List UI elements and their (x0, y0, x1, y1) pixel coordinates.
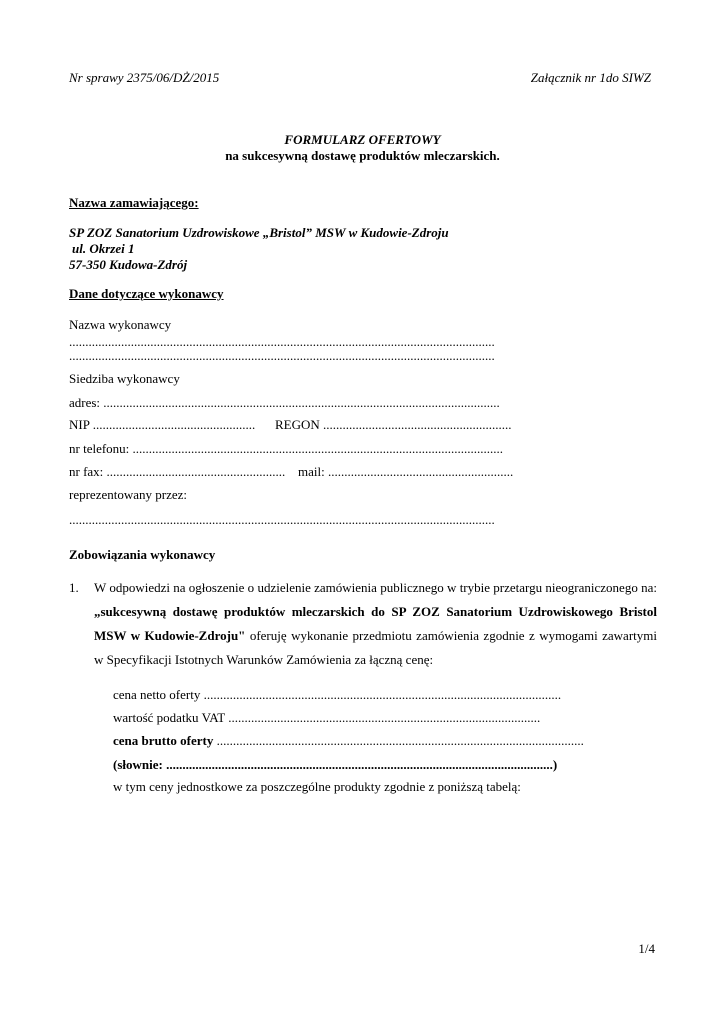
form-title: FORMULARZ OFERTOWY (284, 132, 441, 147)
contractor-seat-label: Siedziba wykonawcy (69, 371, 180, 386)
unit-prices-note: w tym ceny jednostkowe za poszczególne produkty zgodnie z poniższą tabelą: (113, 779, 521, 794)
contracting-city: 57-350 Kudowa-Zdrój (69, 257, 188, 272)
gross-price-label: cena brutto oferty (113, 733, 214, 748)
contracting-street: ul. Okrzei 1 (72, 241, 135, 256)
contractor-name-line-1[interactable]: ................................................................................................................................... (69, 334, 495, 349)
case-number: Nr sprawy 2375/06/DŻ/2015 (69, 70, 220, 85)
contractor-address-field[interactable]: adres: .......................................................................................................................... (69, 395, 500, 410)
contractor-regon-field[interactable]: REGON .......................................................... (275, 417, 512, 432)
contractor-representative-line[interactable]: ................................................................................................................................... (69, 512, 495, 527)
obligation-paragraph (94, 576, 657, 672)
contractor-phone-field[interactable]: nr telefonu: .................................................................................................................. (69, 441, 504, 456)
contractor-representative-label: reprezentowany przez: (69, 487, 188, 502)
obligations-heading: Zobowiązania wykonawcy (69, 547, 216, 562)
contractor-mail-field[interactable]: mail: ......................................................... (298, 464, 514, 479)
gross-price-field[interactable] (113, 733, 584, 749)
form-subtitle: na sukcesywną dostawę produktów mleczarskich. (225, 148, 500, 163)
contractor-name-line-2[interactable]: ................................................................................................................................... (69, 348, 495, 363)
net-price-field[interactable]: cena netto oferty .............................................................................................................. (113, 687, 562, 702)
obligation-subject: „sukcesywną dostawę produktów mleczarskich do SP ZOZ Sanatorium Uzdrowiskowego Bristol MSW w Kudowie-Zdroju" (94, 604, 657, 643)
contractor-name-label: Nazwa wykonawcy (69, 317, 172, 332)
contractor-fax-field[interactable]: nr fax: ....................................................... (69, 464, 286, 479)
obligation-text-1: W odpowiedzi na ogłoszenie o udzielenie zamówienia publicznego w trybie przetargu nieograniczonego na: (94, 580, 657, 595)
price-in-words-field[interactable]: (słownie: .......................................................................................................................) (113, 757, 558, 772)
contracting-name: SP ZOZ Sanatorium Uzdrowiskowe „Bristol” MSW w Kudowie-Zdroju (69, 225, 449, 240)
attachment-label: Załącznik nr 1do SIWZ (530, 70, 651, 85)
contractor-nip-field[interactable]: NIP .................................................. (69, 417, 256, 432)
obligation-item-number: 1. (69, 580, 79, 595)
gross-price-dots: ................................................................................................................. (213, 733, 584, 748)
page-number: 1/4 (638, 941, 655, 956)
contracting-heading: Nazwa zamawiającego: (69, 195, 199, 210)
vat-value-field[interactable]: wartość podatku VAT ................................................................................................ (113, 710, 541, 725)
obligation-text-2: oferuję wykonanie przedmiotu zamówienia zgodnie z wymogami zawartymi w Specyfikacji Istotnych Warunków Zamówienia za łączną cenę: (94, 628, 657, 667)
contractor-heading: Dane dotyczące wykonawcy (69, 286, 224, 301)
